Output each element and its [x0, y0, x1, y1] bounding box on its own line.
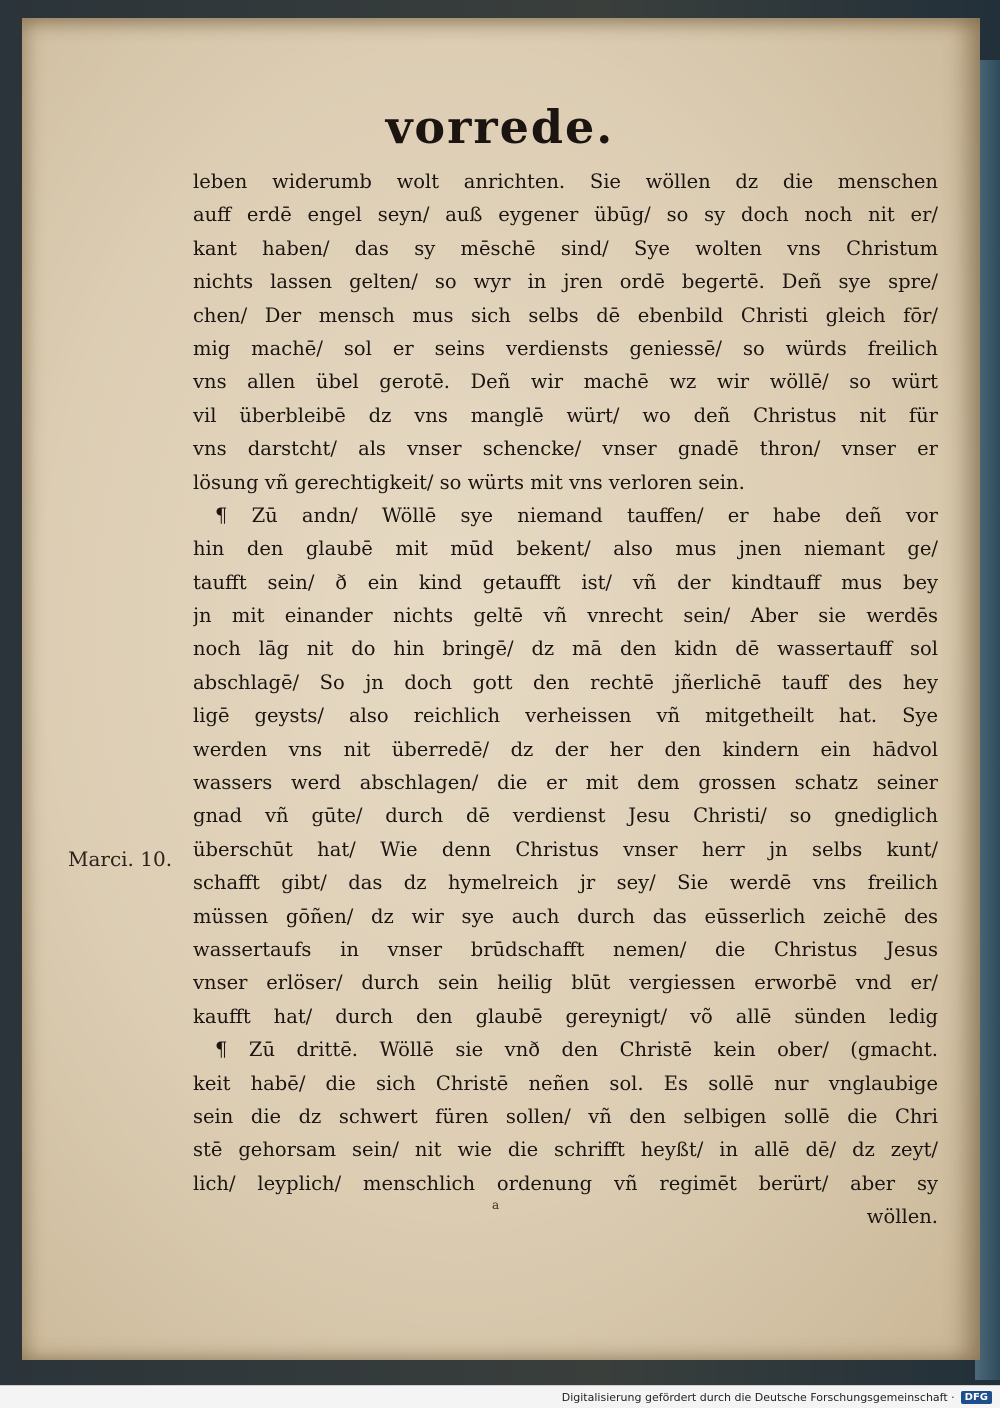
text-line: ligē geysts/ also reichlich verheissen vñ mitgetheilt hat. Sye — [193, 704, 938, 728]
text-line: stē gehorsam sein/ nit wie die schrifft heyßt/ in allē dē/ dz zeyt/ — [193, 1138, 938, 1162]
text-line: chen/ Der mensch mus sich selbs dē ebenbild Christi gleich fōr/ — [193, 303, 938, 327]
text-line: kaufft hat/ durch den glaubē gereynigt/ võ allē sünden ledig — [193, 1004, 938, 1028]
running-head: vorrede. — [385, 100, 615, 154]
text-line: taufft sein/ ð ein kind getaufft ist/ vñ der kindtauff mus bey — [193, 570, 938, 594]
text-line: wassertaufs in vnser brūdschafft nemen/ die Christus Jesus — [193, 937, 938, 961]
text-line: sein die dz schwert füren sollen/ vñ den selbigen sollē die Chri — [193, 1104, 938, 1128]
text-line: keit habē/ die sich Christē neñen sol. Es sollē nur vnglaubige — [193, 1071, 938, 1095]
text-line: noch lāg nit do hin bringē/ dz mā den kidn dē wassertauff sol — [193, 637, 938, 661]
text-line: jn mit einander nichts geltē vñ vnrecht sein/ Aber sie werdēs — [193, 604, 938, 628]
text-line: vns darstcht/ als vnser schencke/ vnser gnadē thron/ vnser er — [193, 437, 938, 461]
text-line: schafft gibt/ das dz hymelreich jr sey/ Sie werdē vns freilich — [193, 871, 938, 895]
dfg-logo-icon: DFG — [961, 1391, 992, 1404]
text-line: ¶ Zū andn/ Wöllē sye niemand tauffen/ er habe deñ vor — [215, 503, 938, 527]
text-line: gnad vñ gūte/ durch dē verdienst Jesu Christi/ so gnediglich — [193, 804, 938, 828]
funding-credit: Digitalisierung gefördert durch die Deutsche Forschungsgemeinschaft · — [561, 1390, 955, 1404]
text-line: ¶ Zū drittē. Wöllē sie vnð den Christē kein ober/ (gmacht. — [215, 1038, 938, 1062]
text-line: leben widerumb wolt anrichten. Sie wöllen dz die menschen — [193, 170, 938, 193]
body-text — [193, 165, 938, 1234]
text-line: nichts lassen gelten/ so wyr in jren ordē begertē. Deñ sye spre/ — [193, 270, 938, 294]
text-line: überschūt hat/ Wie denn Christus vnser herr jn selbs kunt/ — [193, 837, 938, 861]
text-line: lösung vñ gerechtigkeit/ so würts mit vns verloren sein. — [193, 470, 745, 494]
text-line: vns allen übel gerotē. Deñ wir machē wz wir wöllē/ so würt — [193, 370, 938, 394]
text-line: werden vns nit überredē/ dz der her den kindern ein hādvol — [193, 737, 938, 761]
margin-note: Marci. 10. — [68, 847, 173, 871]
footer-bar — [0, 1385, 1000, 1408]
signature-mark: a — [492, 1198, 500, 1212]
text-line: abschlagē/ So jn doch gott den rechtē jñerlichē tauff des hey — [193, 670, 938, 694]
text-line: wassers werd abschlagen/ die er mit dem grossen schatz seiner — [193, 771, 938, 795]
text-line: auff erdē engel seyn/ auß eygener übūg/ so sy doch noch nit er/ — [193, 203, 938, 227]
catchword: wöllen. — [866, 1205, 938, 1229]
text-line: vil überbleibē dz vns manglē würt/ wo deñ Christus nit für — [193, 403, 938, 427]
text-line: hin den glaubē mit mūd bekent/ also mus jnen niemant ge/ — [193, 537, 938, 561]
text-line: mig machē/ sol er seins verdiensts geniessē/ so würds freilich — [193, 336, 938, 360]
text-line: kant haben/ das sy mēschē sind/ Sye wolten vns Christum — [193, 236, 938, 260]
text-line: müssen gōñen/ dz wir sye auch durch das eūsserlich zeichē des — [193, 904, 938, 928]
text-line: lich/ leyplich/ menschlich ordenung vñ regimēt berürt/ aber sy — [193, 1171, 938, 1195]
text-line: vnser erlöser/ durch sein heilig blūt vergiessen erworbē vnd er/ — [193, 971, 938, 995]
